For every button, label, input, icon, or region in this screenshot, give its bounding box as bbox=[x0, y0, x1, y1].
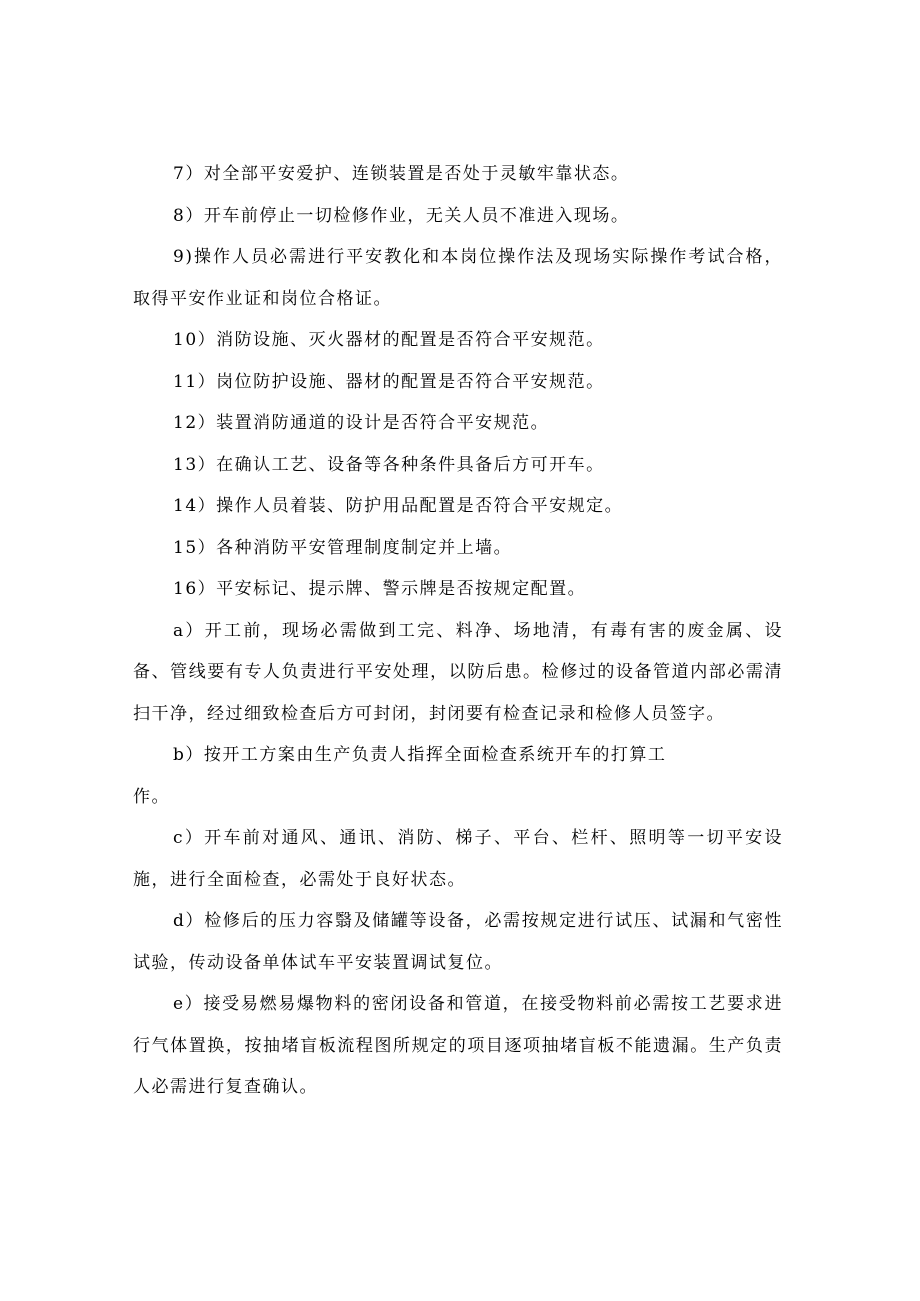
paragraph-item-13: 13）在确认工艺、设备等各种条件具备后方可开车。 bbox=[173, 454, 605, 475]
paragraph-item-9: 9)操作人员必需进行平安教化和本岗位操作法及现场实际操作考试合格，取得平安作业证和岗位合格证。 bbox=[133, 247, 783, 309]
paragraph-item-b: b）按开工方案由生产负责人指挥全面检查系统开车的打算工 bbox=[173, 745, 667, 765]
document-body bbox=[133, 154, 783, 1109]
paragraph-item-14: 14）操作人员着装、防护用品配置是否符合平安规定。 bbox=[173, 496, 624, 516]
paragraph-item-16: 16）平安标记、提示牌、警示牌是否按规定配置。 bbox=[173, 579, 587, 599]
paragraph-item-12: 12）装置消防通道的设计是否符合平安规范。 bbox=[173, 413, 550, 433]
paragraph-item-15: 15）各种消防平安管理制度制定并上墙。 bbox=[173, 537, 513, 558]
paragraph-item-d: d）检修后的压力容翳及储罐等设备，必需按规定进行试压、试漏和气密性试验，传动设备单体试车平安装置调试复位。 bbox=[133, 911, 783, 973]
paragraph-item-10: 10）消防设施、灭火器材的配置是否符合平安规范。 bbox=[173, 330, 605, 350]
paragraph-item-c: c）开车前对通风、通讯、消防、梯子、平台、栏杆、照明等一切平安设施，进行全面检查，必需处于良好状态。 bbox=[133, 828, 783, 890]
paragraph-item-b-continuation: 作。 bbox=[133, 786, 170, 807]
paragraph-item-a: a）开工前，现场必需做到工完、料净、场地清，有毒有害的废金属、设备、管线要有专人负责进行平安处理，以防后患。检修过的设备管道内部必需清扫干净，经过细致检查后方可封闭，封闭要有检查记录和检修人员签字。 bbox=[133, 620, 783, 724]
paragraph-item-7: 7）对全部平安爱护、连锁装置是否处于灵敏牢靠状态。 bbox=[173, 164, 630, 184]
paragraph-item-e: e）接受易燃易爆物料的密闭设备和管道，在接受物料前必需按工艺要求进行气体置换，按抽堵盲板流程图所规定的项目逐项抽堵盲板不能遗漏。生产负责人必需进行复查确认。 bbox=[133, 994, 783, 1097]
paragraph-item-8: 8）开车前停止一切检修作业，无关人员不准进入现场。 bbox=[173, 205, 630, 226]
paragraph-item-11: 11）岗位防护设施、器材的配置是否符合平安规范。 bbox=[173, 371, 605, 392]
